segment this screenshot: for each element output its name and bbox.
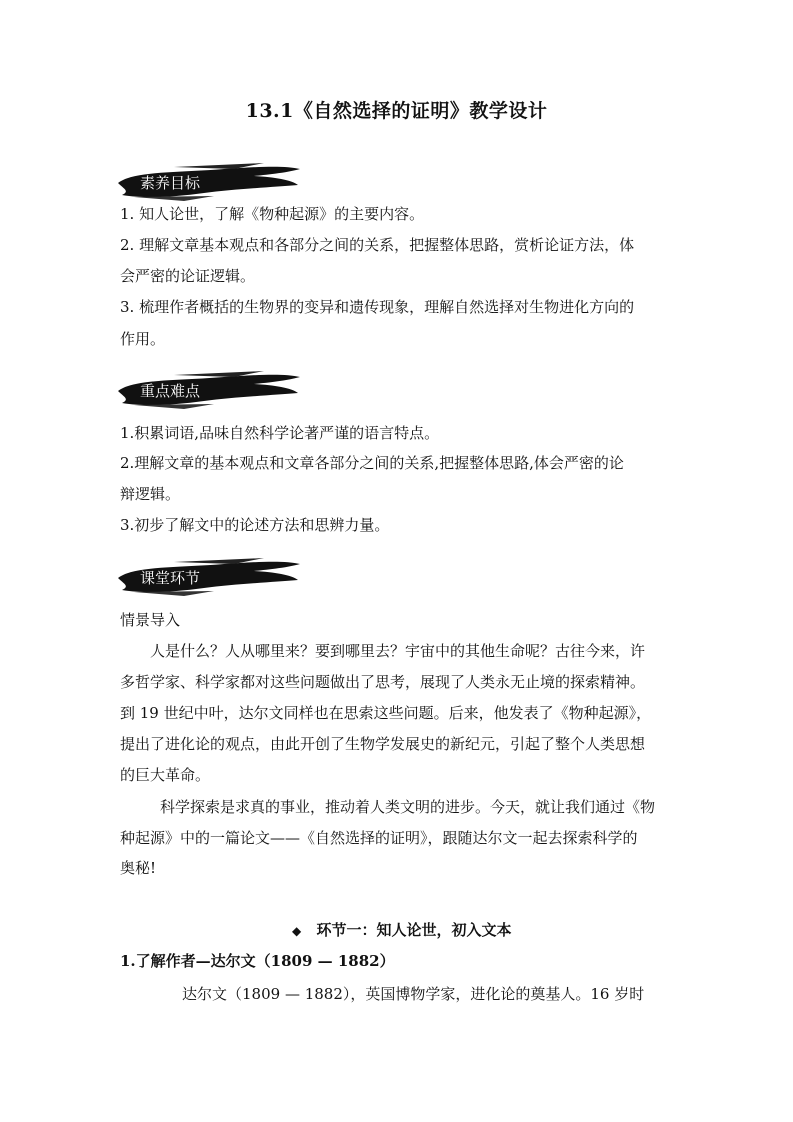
section-heading: 素养目标 <box>140 174 201 192</box>
subsection-label: 情景导入 <box>120 611 181 629</box>
segment-heading-text: 环节一：知人论世，初入文本 <box>316 921 512 939</box>
subheading: 1.了解作者—达尔文（1809 — 1882） <box>120 952 395 970</box>
text-line: 3. 梳理作者概括的生物界的变异和遗传现象，理解自然选择对生物进化方向的 <box>120 298 635 316</box>
section-heading: 课堂环节 <box>140 569 201 587</box>
section-banner-key-points <box>114 371 304 411</box>
text-line: 科学探索是求真的事业，推动着人类文明的进步。今天，就让我们通过《物 <box>160 798 656 816</box>
text-line: 2. 理解文章基本观点和各部分之间的关系，把握整体思路，赏析论证方法，体 <box>120 236 635 254</box>
text-line: 奥秘! <box>120 859 157 877</box>
text-line: 多哲学家、科学家都对这些问题做出了思考，展现了人类永无止境的探索精神。 <box>120 673 646 691</box>
text-line: 辩逻辑。 <box>120 485 181 503</box>
document-title: 13.1《自然选择的证明》教学设计 <box>245 100 548 122</box>
text-line: 会严密的论证逻辑。 <box>120 267 256 285</box>
text-line: 1. 知人论世，了解《物种起源》的主要内容。 <box>120 205 425 223</box>
text-line: 提出了进化论的观点，由此开创了生物学发展史的新纪元，引起了整个人类思想 <box>120 735 646 753</box>
section-banner-class-steps <box>114 558 304 598</box>
segment-heading <box>292 920 511 941</box>
text-line: 达尔文（1809 — 1882），英国博物学家，进化论的奠基人。16 岁时 <box>182 985 645 1003</box>
text-line: 3.初步了解文中的论述方法和思辨力量。 <box>120 516 390 534</box>
section-heading: 重点难点 <box>140 382 201 400</box>
text-line: 作用。 <box>120 330 166 348</box>
text-line: 1.积累词语,品味自然科学论著严谨的语言特点。 <box>120 424 440 442</box>
text-line: 人是什么？人从哪里来？要到哪里去？宇宙中的其他生命呢？古往今来，许 <box>150 642 646 660</box>
diamond-bullet-icon: ◆ <box>292 924 302 938</box>
text-line: 种起源》中的一篇论文——《自然选择的证明》，跟随达尔文一起去探索科学的 <box>120 829 638 847</box>
text-line: 到 19 世纪中叶，达尔文同样也在思索这些问题。后来，他发表了《物种起源》， <box>120 704 652 722</box>
text-line: 的巨大革命。 <box>120 766 211 784</box>
text-line: 2.理解文章的基本观点和文章各部分之间的关系,把握整体思路,体会严密的论 <box>120 454 624 472</box>
section-banner-goals <box>114 163 304 203</box>
